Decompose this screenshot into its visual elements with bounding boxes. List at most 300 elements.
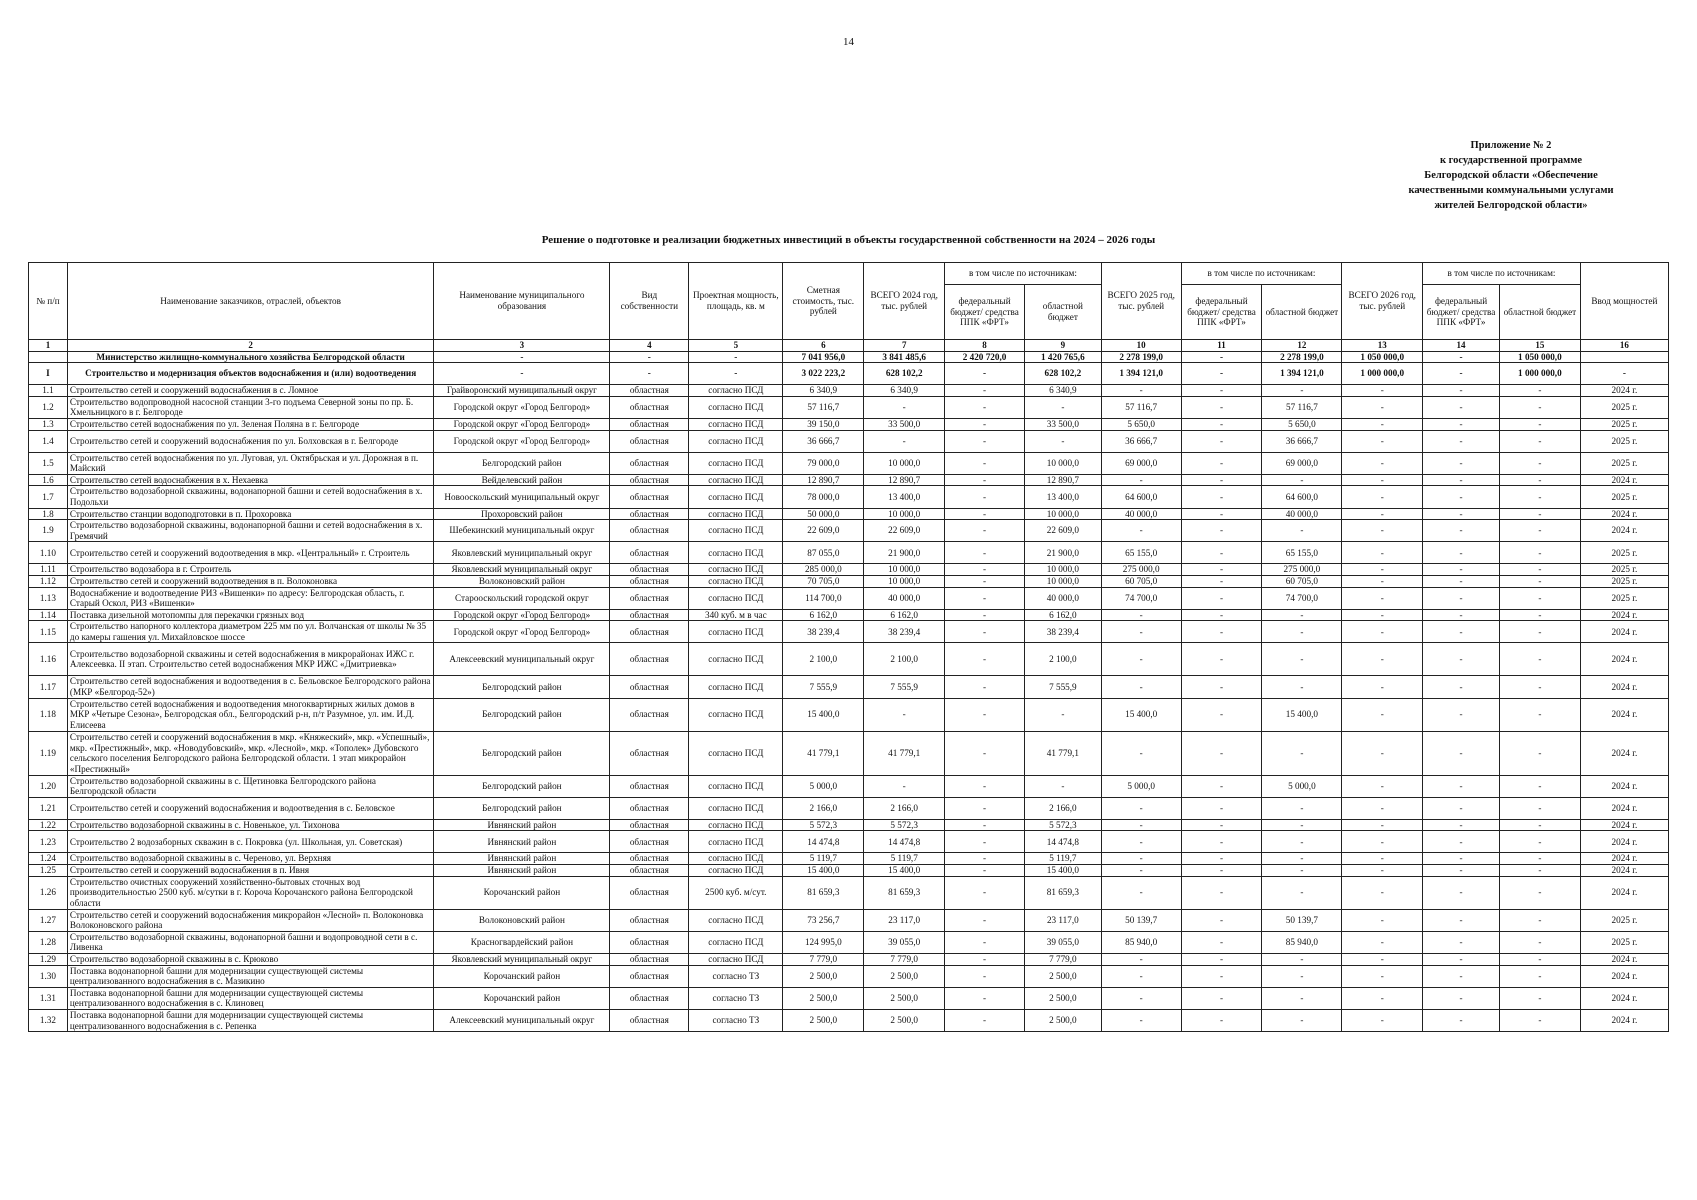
cell-t24: - — [864, 396, 945, 418]
cell-r26: - — [1499, 676, 1580, 698]
table-row — [29, 865, 1669, 877]
cell-f25: - — [1181, 396, 1262, 418]
cell-mun: Красногвардейский район — [434, 931, 610, 953]
cell-f25: - — [1181, 542, 1262, 564]
cell-r26: - — [1499, 587, 1580, 609]
cell-mun: Городской округ «Город Белгород» — [434, 621, 610, 643]
cell-mun: Белгородский район — [434, 676, 610, 698]
document-title: Решение о подготовке и реализации бюджетных инвестиций в объекты государственной собственности на 2024 – 2026 годы — [541, 234, 1156, 246]
cell-t24: 14 474,8 — [864, 831, 945, 853]
cell-t24: 13 400,0 — [864, 486, 945, 508]
table-row — [29, 987, 1669, 1009]
cell-f26: - — [1423, 452, 1500, 474]
cell-t26: - — [1342, 474, 1423, 486]
cell-num: 1.24 — [29, 853, 68, 865]
cell-cap: согласно ПСД — [689, 508, 783, 520]
cell-own: областная — [610, 909, 689, 931]
cell-r25: 69 000,0 — [1262, 452, 1342, 474]
table-row — [29, 876, 1669, 909]
cell-r25: - — [1262, 954, 1342, 966]
cell-r24: 2 100,0 — [1024, 643, 1101, 676]
cell-own: областная — [610, 676, 689, 698]
header-regional-2026: областной бюджет — [1499, 285, 1580, 340]
cell-f24: - — [945, 609, 1025, 621]
cell-name: Строительство сетей и сооружений водоотведения в мкр. «Центральный» г. Строитель — [67, 542, 433, 564]
cell-t24: 6 340,9 — [864, 385, 945, 397]
cell-name: Строительство и модернизация объектов водоснабжения и (или) водоотведения — [67, 363, 433, 385]
cell-t25: - — [1101, 621, 1181, 643]
investment-table — [28, 262, 1669, 1032]
cell-f24: - — [945, 698, 1025, 731]
cell-name: Строительство сетей водоснабжения и водоотведения многоквартирных жилых домов в МКР «Четыре Сезона», Белгородская обл., Белгородский р-н, п/т Разумное, ул. им. И.Д. Елисеева — [67, 698, 433, 731]
cell-num: 1.27 — [29, 909, 68, 931]
cell-est: 22 609,0 — [783, 520, 864, 542]
cell-f25: - — [1181, 676, 1262, 698]
cell-t26: - — [1342, 1009, 1423, 1031]
cell-name: Поставка дизельной мотопомпы для перекачки грязных вод — [67, 609, 433, 621]
cell-est: 79 000,0 — [783, 452, 864, 474]
cell-est: 12 890,7 — [783, 474, 864, 486]
header-ownership: Вид собственности — [610, 263, 689, 340]
cell-est: 3 022 223,2 — [783, 363, 864, 385]
cell-own: областная — [610, 486, 689, 508]
cell-name: Министерство жилищно-коммунального хозяйства Белгородской области — [67, 351, 433, 363]
cell-cap: согласно ПСД — [689, 853, 783, 865]
cell-mun: Белгородский район — [434, 731, 610, 775]
cell-cap: согласно ПСД — [689, 396, 783, 418]
column-number: 15 — [1499, 340, 1580, 352]
column-number: 10 — [1101, 340, 1181, 352]
cell-f24: 2 420 720,0 — [945, 351, 1025, 363]
cell-f25: - — [1181, 731, 1262, 775]
cell-name: Строительство водозабора в г. Строитель — [67, 564, 433, 576]
cell-own: областная — [610, 831, 689, 853]
cell-t26: - — [1342, 954, 1423, 966]
table-row — [29, 542, 1669, 564]
cell-mun: Новооскольский муниципальный округ — [434, 486, 610, 508]
cell-own: областная — [610, 954, 689, 966]
cell-est: 70 705,0 — [783, 575, 864, 587]
cell-num: 1.6 — [29, 474, 68, 486]
cell-year: 2024 г. — [1580, 831, 1668, 853]
cell-f26: - — [1423, 954, 1500, 966]
cell-name: Строительство сетей и сооружений водоснабжения и водоотведения в с. Беловское — [67, 797, 433, 819]
cell-f26: - — [1423, 731, 1500, 775]
appendix-note — [1391, 138, 1631, 213]
cell-f26: - — [1423, 564, 1500, 576]
cell-f24: - — [945, 575, 1025, 587]
cell-r24: 10 000,0 — [1024, 575, 1101, 587]
cell-cap: 340 куб. м в час — [689, 609, 783, 621]
cell-year — [1580, 351, 1668, 363]
cell-own: областная — [610, 621, 689, 643]
cell-f24: - — [945, 452, 1025, 474]
cell-t25: 1 394 121,0 — [1101, 363, 1181, 385]
cell-mun: Городской округ «Город Белгород» — [434, 609, 610, 621]
cell-cap: согласно ПСД — [689, 520, 783, 542]
cell-est: 87 055,0 — [783, 542, 864, 564]
cell-t25: - — [1101, 831, 1181, 853]
cell-num: 1.5 — [29, 452, 68, 474]
table-row — [29, 564, 1669, 576]
table-row — [29, 575, 1669, 587]
header-regional-2024: областной бюджет — [1024, 285, 1101, 340]
cell-t26: - — [1342, 452, 1423, 474]
cell-f25: - — [1181, 520, 1262, 542]
cell-est: 7 779,0 — [783, 954, 864, 966]
cell-r24: 10 000,0 — [1024, 564, 1101, 576]
cell-mun: Ивнянский район — [434, 819, 610, 831]
cell-num: 1.14 — [29, 609, 68, 621]
cell-f26: - — [1423, 698, 1500, 731]
cell-t25: - — [1101, 853, 1181, 865]
cell-year: 2024 г. — [1580, 731, 1668, 775]
cell-year: 2025 г. — [1580, 587, 1668, 609]
cell-num: 1.8 — [29, 508, 68, 520]
cell-num: 1.25 — [29, 865, 68, 877]
cell-name: Строительство сетей и сооружений водоснабжения микрорайон «Лесной» п. Волоконовка Волоконовского района — [67, 909, 433, 931]
cell-f24: - — [945, 1009, 1025, 1031]
cell-mun: Белгородский район — [434, 452, 610, 474]
cell-f26: - — [1423, 542, 1500, 564]
cell-f26: - — [1423, 831, 1500, 853]
column-number: 14 — [1423, 340, 1500, 352]
cell-mun: Грайворонский муниципальный округ — [434, 385, 610, 397]
cell-f25: - — [1181, 819, 1262, 831]
cell-t25: - — [1101, 876, 1181, 909]
cell-name: Строительство водозаборной скважины, водонапорной башни и водопроводной сети в с. Ливенка — [67, 931, 433, 953]
cell-num: 1.21 — [29, 797, 68, 819]
cell-t24: 23 117,0 — [864, 909, 945, 931]
column-number: 4 — [610, 340, 689, 352]
cell-year: 2025 г. — [1580, 396, 1668, 418]
cell-f26: - — [1423, 909, 1500, 931]
table-row — [29, 643, 1669, 676]
cell-name: Строительство сетей и сооружений водоснабжения в с. Ломное — [67, 385, 433, 397]
cell-num: 1.4 — [29, 430, 68, 452]
cell-t25: 57 116,7 — [1101, 396, 1181, 418]
cell-t25: - — [1101, 987, 1181, 1009]
cell-cap: согласно ПСД — [689, 931, 783, 953]
cell-r26: - — [1499, 731, 1580, 775]
cell-t25: 36 666,7 — [1101, 430, 1181, 452]
cell-r24: 14 474,8 — [1024, 831, 1101, 853]
cell-f25: - — [1181, 587, 1262, 609]
cell-est: 38 239,4 — [783, 621, 864, 643]
column-number: 16 — [1580, 340, 1668, 352]
cell-num: 1.19 — [29, 731, 68, 775]
cell-t26: - — [1342, 396, 1423, 418]
cell-own: областная — [610, 385, 689, 397]
column-number: 12 — [1262, 340, 1342, 352]
cell-mun: - — [434, 351, 610, 363]
cell-t26: - — [1342, 965, 1423, 987]
table-row — [29, 931, 1669, 953]
cell-est: 2 500,0 — [783, 965, 864, 987]
cell-r24: 22 609,0 — [1024, 520, 1101, 542]
table-row — [29, 520, 1669, 542]
cell-f26: - — [1423, 797, 1500, 819]
cell-f24: - — [945, 853, 1025, 865]
table-row — [29, 418, 1669, 430]
cell-r24: 12 890,7 — [1024, 474, 1101, 486]
cell-cap: согласно ПСД — [689, 385, 783, 397]
cell-r26: - — [1499, 575, 1580, 587]
cell-num: 1.1 — [29, 385, 68, 397]
cell-f26: - — [1423, 643, 1500, 676]
cell-mun: Белгородский район — [434, 698, 610, 731]
header-federal-2026: федеральный бюджет/ средства ППК «ФРТ» — [1423, 285, 1500, 340]
cell-est: 81 659,3 — [783, 876, 864, 909]
cell-f25: - — [1181, 486, 1262, 508]
cell-f24: - — [945, 797, 1025, 819]
cell-est: 5 572,3 — [783, 819, 864, 831]
cell-r25: 1 394 121,0 — [1262, 363, 1342, 385]
cell-mun: Яковлевский муниципальный округ — [434, 954, 610, 966]
cell-own: областная — [610, 609, 689, 621]
table-row — [29, 587, 1669, 609]
cell-t25: - — [1101, 819, 1181, 831]
header-num: № п/п — [29, 263, 68, 340]
cell-est: 36 666,7 — [783, 430, 864, 452]
cell-f26: - — [1423, 876, 1500, 909]
cell-t24: 6 162,0 — [864, 609, 945, 621]
cell-mun: Яковлевский муниципальный округ — [434, 542, 610, 564]
cell-t26: - — [1342, 621, 1423, 643]
cell-r26: - — [1499, 385, 1580, 397]
header-federal-2025: федеральный бюджет/ средства ППК «ФРТ» — [1181, 285, 1262, 340]
cell-r26: - — [1499, 621, 1580, 643]
cell-r25: - — [1262, 876, 1342, 909]
cell-year: 2025 г. — [1580, 418, 1668, 430]
cell-own: областная — [610, 987, 689, 1009]
cell-r24: 5 119,7 — [1024, 853, 1101, 865]
appendix-line: Приложение № 2 — [1470, 140, 1552, 151]
cell-r26: - — [1499, 452, 1580, 474]
cell-year: 2025 г. — [1580, 542, 1668, 564]
table-row — [29, 819, 1669, 831]
cell-r24: 2 500,0 — [1024, 965, 1101, 987]
cell-name: Строительство напорного коллектора диаметром 225 мм по ул. Волчанская от школы № 35 до камеры гашения ул. Михайловское шоссе — [67, 621, 433, 643]
cell-r24: 15 400,0 — [1024, 865, 1101, 877]
cell-own: - — [610, 351, 689, 363]
cell-f26: - — [1423, 775, 1500, 797]
cell-year: 2024 г. — [1580, 385, 1668, 397]
cell-r25: 15 400,0 — [1262, 698, 1342, 731]
cell-est: 124 995,0 — [783, 931, 864, 953]
cell-t26: - — [1342, 876, 1423, 909]
cell-name: Строительство сетей и сооружений водоотведения в п. Волоконовка — [67, 575, 433, 587]
cell-own: областная — [610, 865, 689, 877]
cell-f26: - — [1423, 1009, 1500, 1031]
cell-mun: Яковлевский муниципальный округ — [434, 564, 610, 576]
cell-t24: - — [864, 775, 945, 797]
cell-num: 1.12 — [29, 575, 68, 587]
header-municipality: Наименование муниципального образования — [434, 263, 610, 340]
cell-name: Строительство водозаборной скважины и сетей водоснабжения в микрорайонах ИЖС г. Алексеевка. II этап. Строительство сетей водоснабжения МКР ИЖС «Дмитриевка» — [67, 643, 433, 676]
table-row — [29, 698, 1669, 731]
cell-cap: согласно ПСД — [689, 865, 783, 877]
cell-year: 2025 г. — [1580, 564, 1668, 576]
cell-f26: - — [1423, 575, 1500, 587]
cell-year: 2024 г. — [1580, 865, 1668, 877]
cell-t24: 2 100,0 — [864, 643, 945, 676]
cell-f25: - — [1181, 609, 1262, 621]
cell-t25: - — [1101, 865, 1181, 877]
header-total-2024: ВСЕГО 2024 год, тыс. рублей — [864, 263, 945, 340]
cell-r26: - — [1499, 474, 1580, 486]
cell-name: Строительство 2 водозаборных скважин в с. Покровка (ул. Школьная, ул. Советская) — [67, 831, 433, 853]
cell-f24: - — [945, 965, 1025, 987]
cell-t26: 1 050 000,0 — [1342, 351, 1423, 363]
cell-own: областная — [610, 698, 689, 731]
cell-cap: согласно ПСД — [689, 418, 783, 430]
cell-f26: - — [1423, 819, 1500, 831]
cell-r26: - — [1499, 775, 1580, 797]
cell-cap: согласно ПСД — [689, 621, 783, 643]
cell-r24: 38 239,4 — [1024, 621, 1101, 643]
table-header — [29, 263, 1669, 352]
cell-mun: Белгородский район — [434, 775, 610, 797]
cell-t24: 33 500,0 — [864, 418, 945, 430]
cell-year: 2025 г. — [1580, 430, 1668, 452]
column-number: 9 — [1024, 340, 1101, 352]
cell-num: 1.7 — [29, 486, 68, 508]
cell-cap: согласно ПСД — [689, 909, 783, 931]
cell-t25: 5 650,0 — [1101, 418, 1181, 430]
cell-r25: 64 600,0 — [1262, 486, 1342, 508]
header-total-2025: ВСЕГО 2025 год, тыс. рублей — [1101, 263, 1181, 340]
cell-cap: согласно ПСД — [689, 430, 783, 452]
cell-t25: 50 139,7 — [1101, 909, 1181, 931]
cell-num: 1.17 — [29, 676, 68, 698]
cell-r25: 60 705,0 — [1262, 575, 1342, 587]
cell-r24: 23 117,0 — [1024, 909, 1101, 931]
table-row — [29, 954, 1669, 966]
cell-r25: - — [1262, 819, 1342, 831]
cell-t26: - — [1342, 797, 1423, 819]
cell-t26: - — [1342, 430, 1423, 452]
cell-t26: - — [1342, 587, 1423, 609]
cell-year: 2025 г. — [1580, 486, 1668, 508]
cell-r24: 2 500,0 — [1024, 987, 1101, 1009]
cell-r26: - — [1499, 876, 1580, 909]
cell-cap: согласно ПСД — [689, 564, 783, 576]
cell-t26: - — [1342, 508, 1423, 520]
table-row — [29, 676, 1669, 698]
cell-year: 2024 г. — [1580, 520, 1668, 542]
cell-mun: Ивнянский район — [434, 865, 610, 877]
cell-cap: согласно ПСД — [689, 676, 783, 698]
cell-t26: - — [1342, 819, 1423, 831]
cell-mun: Ивнянский район — [434, 853, 610, 865]
cell-num — [29, 351, 68, 363]
cell-name: Строительство водозаборной скважины в с. Череново, ул. Верхняя — [67, 853, 433, 865]
cell-f24: - — [945, 385, 1025, 397]
cell-cap: согласно ТЗ — [689, 965, 783, 987]
cell-own: областная — [610, 819, 689, 831]
cell-num: 1.3 — [29, 418, 68, 430]
cell-f25: - — [1181, 1009, 1262, 1031]
cell-mun: Корочанский район — [434, 876, 610, 909]
cell-mun: Городской округ «Город Белгород» — [434, 418, 610, 430]
header-incl-2024: в том числе по источникам: — [945, 263, 1102, 285]
cell-t25: - — [1101, 731, 1181, 775]
cell-f24: - — [945, 396, 1025, 418]
cell-own: областная — [610, 876, 689, 909]
cell-t25: - — [1101, 609, 1181, 621]
cell-r25: - — [1262, 831, 1342, 853]
cell-year: 2024 г. — [1580, 474, 1668, 486]
cell-t24: 22 609,0 — [864, 520, 945, 542]
cell-f24: - — [945, 486, 1025, 508]
cell-mun: Шебекинский муниципальный округ — [434, 520, 610, 542]
cell-t24: 21 900,0 — [864, 542, 945, 564]
cell-f26: - — [1423, 676, 1500, 698]
cell-f25: - — [1181, 853, 1262, 865]
cell-t24: 12 890,7 — [864, 474, 945, 486]
cell-f24: - — [945, 931, 1025, 953]
cell-t26: - — [1342, 909, 1423, 931]
cell-name: Строительство водозаборной скважины в с. Новенькое, ул. Тихонова — [67, 819, 433, 831]
cell-cap: согласно ПСД — [689, 542, 783, 564]
cell-t26: - — [1342, 643, 1423, 676]
cell-f26: - — [1423, 363, 1500, 385]
header-federal-2024: федеральный бюджет/ средства ППК «ФРТ» — [945, 285, 1025, 340]
cell-est: 7 555,9 — [783, 676, 864, 698]
table-row — [29, 621, 1669, 643]
cell-year: 2024 г. — [1580, 1009, 1668, 1031]
cell-t24: 7 779,0 — [864, 954, 945, 966]
cell-r25: - — [1262, 474, 1342, 486]
cell-own: областная — [610, 508, 689, 520]
table-row — [29, 1009, 1669, 1031]
cell-t26: - — [1342, 542, 1423, 564]
cell-name: Строительство сетей и сооружений водоснабжения в п. Ивня — [67, 865, 433, 877]
cell-r24: 6 340,9 — [1024, 385, 1101, 397]
cell-t25: 85 940,0 — [1101, 931, 1181, 953]
cell-f25: - — [1181, 954, 1262, 966]
cell-mun: Белгородский район — [434, 797, 610, 819]
cell-num: 1.23 — [29, 831, 68, 853]
cell-f24: - — [945, 876, 1025, 909]
header-incl-2026: в том числе по источникам: — [1423, 263, 1581, 285]
cell-est: 15 400,0 — [783, 698, 864, 731]
cell-own: областная — [610, 542, 689, 564]
cell-t26: - — [1342, 931, 1423, 953]
cell-name: Строительство сетей водоснабжения и водоотведения в с. Бельовское Белгородского района (МКР «Белгород-52») — [67, 676, 433, 698]
column-number: 3 — [434, 340, 610, 352]
cell-cap: согласно ПСД — [689, 643, 783, 676]
cell-name: Строительство водозаборной скважины в с. Крюково — [67, 954, 433, 966]
cell-cap: согласно ПСД — [689, 474, 783, 486]
cell-t24: 2 500,0 — [864, 987, 945, 1009]
column-number: 11 — [1181, 340, 1262, 352]
column-number: 6 — [783, 340, 864, 352]
cell-year: 2024 г. — [1580, 621, 1668, 643]
cell-t26: - — [1342, 418, 1423, 430]
cell-est: 14 474,8 — [783, 831, 864, 853]
cell-f26: - — [1423, 865, 1500, 877]
cell-t26: - — [1342, 987, 1423, 1009]
cell-cap: согласно ТЗ — [689, 987, 783, 1009]
cell-r24: - — [1024, 396, 1101, 418]
cell-r25: - — [1262, 731, 1342, 775]
cell-year: 2024 г. — [1580, 508, 1668, 520]
cell-t25: - — [1101, 474, 1181, 486]
table-row — [29, 831, 1669, 853]
summary-row — [29, 363, 1669, 385]
